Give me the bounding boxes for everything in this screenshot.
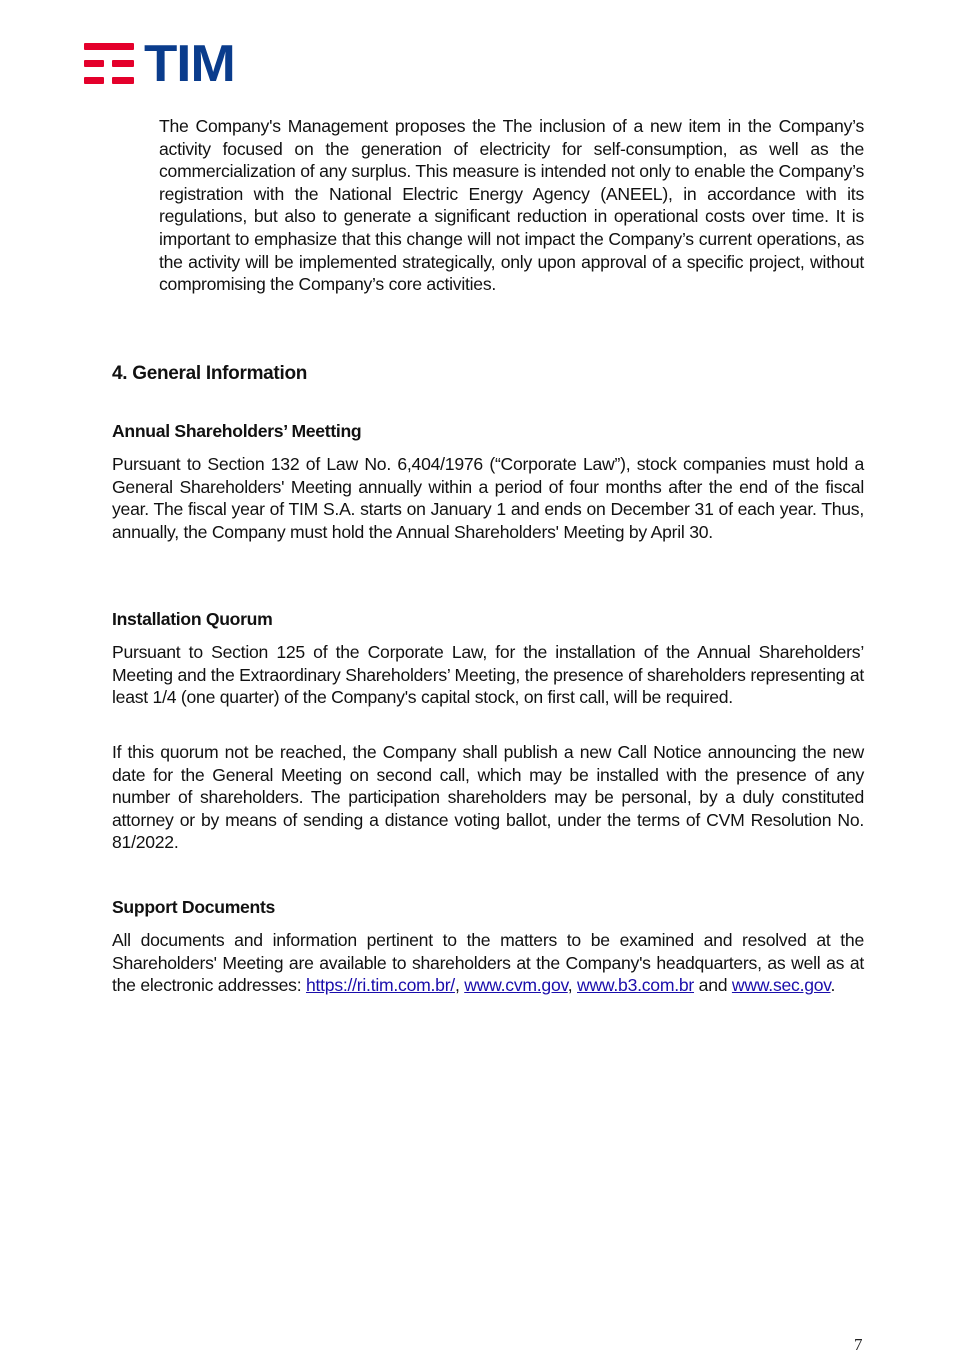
page-number: 7 (854, 1335, 863, 1354)
quorum-paragraph-1 (112, 641, 864, 709)
quorum-text-2: If this quorum not be reached, the Company shall publish a new Call Notice announcing the new date for the General Meeting on second call, which may be installed with the presence of any number of shareholders. The participation shareholders may be personal, by a duly constituted attorney or by means of sending a distance voting ballot, under the terms of CVM Resolution No. 81/2022. (112, 742, 864, 853)
intro-paragraph (159, 115, 864, 296)
annual-meeting-title: Annual Shareholders’ Meetting (112, 421, 362, 441)
link-sec[interactable]: www.sec.gov (731, 975, 831, 996)
tim-logo (84, 35, 235, 93)
quorum-text-1: Pursuant to Section 125 of the Corporate Law, for the installation of the Annual Shareholders’ Meeting and the Extraordinary Shareholders’ Meeting, the presence of shareholders representing at least 1/4 (one quarter) of the Company's capital stock, on first call, will be required. (112, 642, 864, 708)
support-documents-paragraph (112, 929, 864, 997)
tim-logo-mark-icon (84, 43, 134, 85)
support-documents-title: Support Documents (112, 897, 276, 917)
link-b3[interactable]: www.b3.com.br (577, 975, 695, 996)
quorum-paragraph-2 (112, 741, 864, 854)
quorum-title: Installation Quorum (112, 609, 273, 629)
support-documents-text: All documents and information pertinent to the matters to be examined and resolved at the Shareholders' Meeting are available to shareholders at the Company's headquarters, as well as at the electronic addresses: https://ri.tim.com.br/, www.cvm.gov, www.b3.com.br and www.sec.gov. (112, 930, 864, 996)
section-title: 4. General Information (112, 363, 308, 384)
intro-text: The Company's Management proposes the The inclusion of a new item in the Company’s activity focused on the generation of electricity for self-consumption, as well as the commercialization of any surplus. This measure is intended not only to enable the Company’s registration with the National Electric Energy Agency (ANEEL), in accordance with its regulations, but also to generate a significant reduction in operational costs over time. It is important to emphasize that this change will not impact the Company’s current operations, as the activity will be implemented strategically, only upon approval of a specific project, without compromising the Company’s core activities. (159, 116, 864, 295)
link-ri-tim[interactable]: https://ri.tim.com.br/ (305, 975, 455, 996)
annual-meeting-paragraph (112, 453, 864, 543)
annual-meeting-text: Pursuant to Section 132 of Law No. 6,404/1976 (“Corporate Law”), stock companies must hold a General Shareholders' Meeting annually within a period of four months after the end of the fiscal year. The fiscal year of TIM S.A. starts on January 1 and ends on December 31 of each year. Thus, annually, the Company must hold the Annual Shareholders' Meeting by April 30. (112, 454, 864, 542)
link-cvm[interactable]: www.cvm.gov (464, 975, 568, 996)
tim-logo-text: TIM (144, 35, 235, 93)
